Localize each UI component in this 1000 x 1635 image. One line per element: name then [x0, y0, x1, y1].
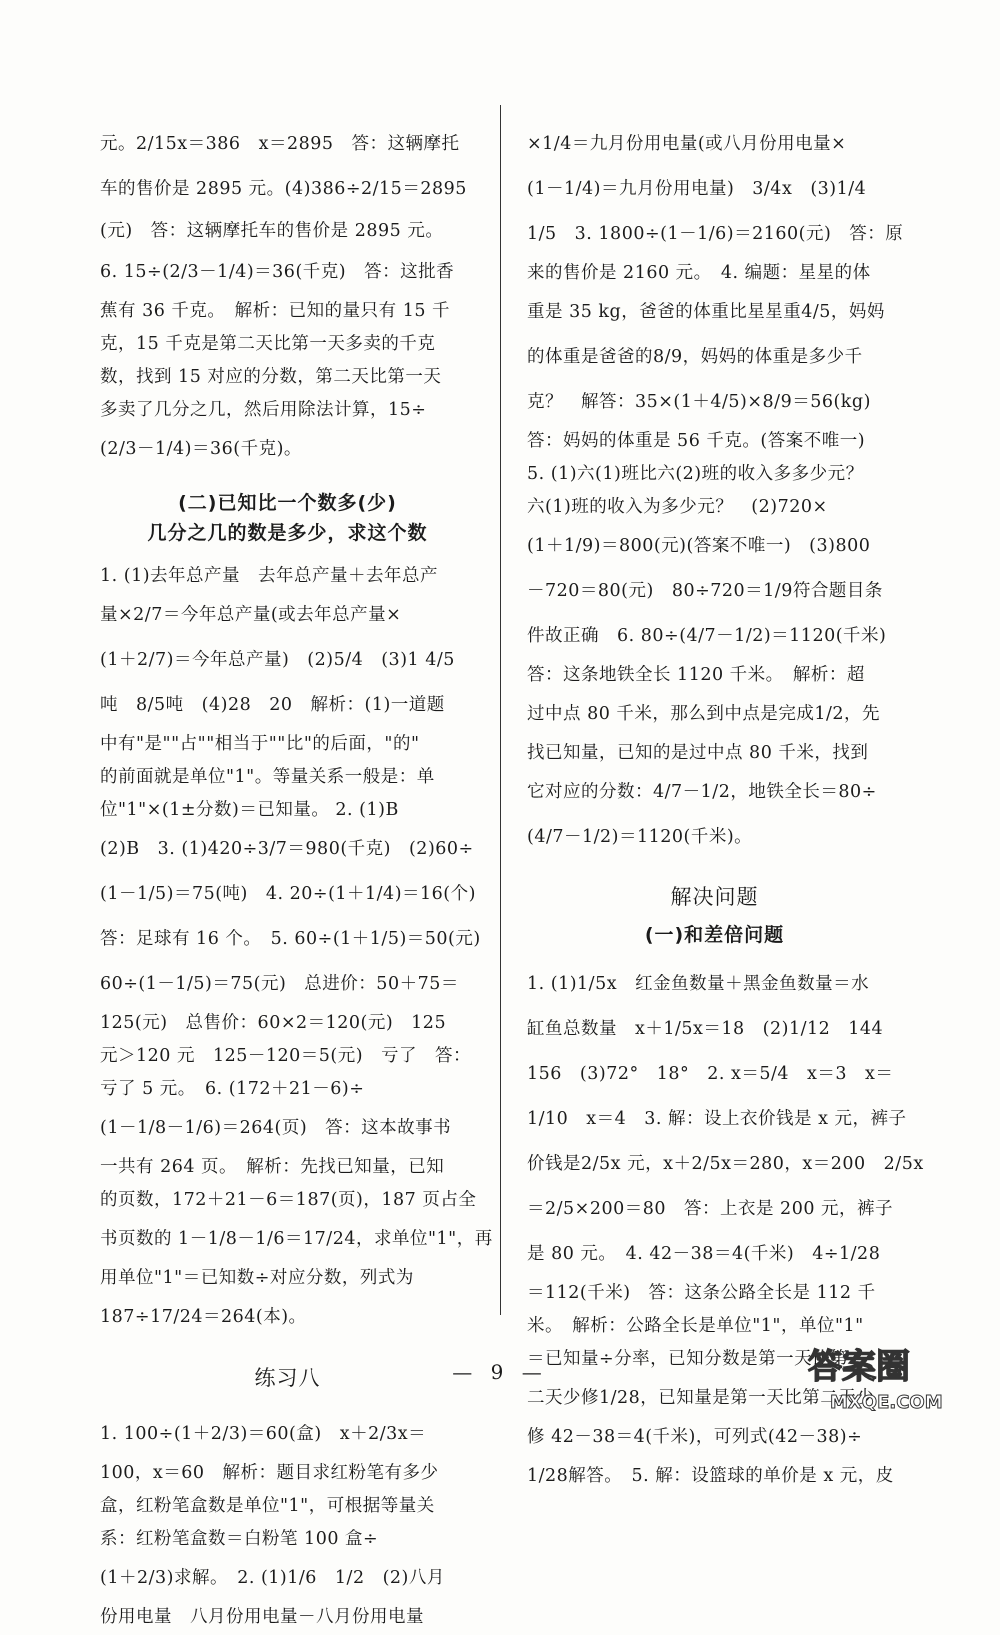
text-line: 的前面就是单位"1"。等量关系一般是：单 [100, 767, 435, 788]
text-line: 多卖了几分之几，然后用除法计算，15÷ [100, 400, 427, 421]
text-line: 克？ 解答：35×(1＋4/5)×8/9＝56(kg) [527, 391, 871, 412]
right-column [527, 122, 924, 1499]
text-line: 是 80 元。 4. 42－38＝4(千米) 4÷1/28 [527, 1243, 881, 1264]
text-line: (1－1/4)＝九月份用电量) 3/4x (3)1/4 [527, 178, 867, 199]
column-divider [500, 105, 501, 1315]
text-line: 1/5 3. 1800÷(1－1/6)＝2160(元) 答：原 [527, 223, 904, 244]
text-line: 187÷17/24＝264(本)。 [100, 1307, 307, 1328]
text-line: 答：妈妈的体重是 56 千克。(答案不唯一) [527, 430, 866, 451]
text-line: ×1/4＝九月份用电量(或八月份用电量× [527, 133, 847, 154]
text-line: 蕉有 36 千克。 解析：已知的量只有 15 千 [100, 301, 451, 322]
section-title: (二)已知比一个数多(少) [178, 492, 397, 514]
text-line: 书页数的 1－1/8－1/6＝17/24，求单位"1"，再 [100, 1229, 493, 1250]
text-line: 克，15 千克是第二天比第一天多卖的千克 [100, 334, 436, 355]
text-line: (元) 答：这辆摩托车的售价是 2895 元。 [100, 220, 444, 241]
text-line: 60÷(1－1/5)＝75(元) 总进价：50＋75＝ [100, 974, 459, 995]
watermark-text: 答案圈 [808, 1347, 910, 1387]
text-line: 修 42－38＝4(千米)，可列式(42－38)÷ [527, 1426, 863, 1447]
text-line: 系：红粉笔盒数＝白粉笔 100 盒÷ [100, 1529, 379, 1550]
text-line: 100，x＝60 解析：题目求红粉笔有多少 [100, 1463, 439, 1484]
text-line: 数，找到 15 对应的分数，第二天比第一天 [100, 367, 442, 388]
text-line: 价钱是2/5x 元，x＋2/5x＝280，x＝200 2/5x [527, 1153, 924, 1174]
left-column [100, 122, 493, 1635]
text-line: 5. (1)六(1)班比六(2)班的收入多多少元？ [527, 463, 864, 484]
text-line: 1. (1)1/5x 红金鱼数量＋黑金鱼数量＝水 [527, 973, 870, 994]
text-line: 答：这条地铁全长 1120 千米。 解析：超 [527, 664, 865, 685]
text-line: (1－1/8－1/6)＝264(页) 答：这本故事书 [100, 1118, 452, 1139]
text-line: 156 (3)72° 18° 2. x＝5/4 x＝3 x＝ [527, 1063, 894, 1084]
text-line: ＝已知量÷分率，已知分数是第一天比第 [527, 1348, 849, 1369]
text-line: －720＝80(元) 80÷720＝1/9符合题目条 [527, 580, 883, 601]
text-line: 的页数，172＋21－6＝187(页)，187 页占全 [100, 1190, 477, 1211]
text-line: 亏了 5 元。 6. (172＋21－6)÷ [100, 1079, 365, 1100]
exercise-title: 练习八 [254, 1365, 321, 1390]
text-line: ＝112(千米) 答：这条公路全长是 112 千 [527, 1282, 876, 1303]
text-line: 一共有 264 页。 解析：先找已知量，已知 [100, 1157, 445, 1178]
text-line: (1－1/5)＝75(吨) 4. 20÷(1＋1/4)＝16(个) [100, 884, 476, 905]
text-line: 6. 15÷(2/3－1/4)＝36(千克) 答：这批香 [100, 262, 455, 283]
text-line: (1＋1/9)＝800(元)(答案不唯一) (3)800 [527, 535, 871, 556]
text-line: 1. (1)去年总产量 去年总产量＋去年总产 [100, 566, 439, 587]
text-line: 车的售价是 2895 元。(4)386÷2/15＝2895 [100, 178, 467, 199]
text-line: 缸鱼总数量 x＋1/5x＝18 (2)1/12 144 [527, 1018, 884, 1039]
chapter-title: 解决问题 [670, 885, 759, 909]
text-line: 过中点 80 千米，那么到中点是完成1/2，先 [527, 703, 881, 724]
text-line: 二天少修1/28，已知量是第一天比第二天少 [527, 1387, 875, 1408]
text-line: 重是 35 kg，爸爸的体重比星星重4/5，妈妈 [527, 301, 885, 322]
text-line: 元＞120 元 125－120＝5(元) 亏了 答： [100, 1046, 472, 1067]
text-line: (1＋2/7)＝今年总产量) (2)5/4 (3)1 4/5 [100, 650, 455, 671]
text-line: 1/28解答。 5. 解：设篮球的单价是 x 元，皮 [527, 1465, 894, 1486]
text-line: 量×2/7＝今年总产量(或去年总产量× [100, 605, 402, 626]
text-line: (2)B 3. (1)420÷3/7＝980(千克) (2)60÷ [100, 839, 474, 860]
text-line: 找已知量，已知的是过中点 80 千米，找到 [527, 742, 869, 763]
text-line: 1/10 x＝4 3. 解：设上衣价钱是 x 元，裤子 [527, 1108, 907, 1129]
text-line: 1. 100÷(1＋2/3)＝60(盒) x＋2/3x＝ [100, 1424, 427, 1445]
text-line: 位"1"×(1±分数)＝已知量。 2. (1)B [100, 800, 399, 821]
text-line: ＝2/5×200＝80 答：上衣是 200 元，裤子 [527, 1198, 894, 1219]
page-number: — 9 — [452, 1360, 548, 1384]
watermark-logo [800, 1338, 970, 1418]
text-line: 的体重是爸爸的8/9，妈妈的体重是多少千 [527, 346, 863, 367]
section-title: (一)和差倍问题 [644, 923, 785, 946]
text-line: 盒，红粉笔盒数是单位"1"，可根据等量关 [100, 1496, 435, 1517]
text-line: 它对应的分数：4/7－1/2，地铁全长＝80÷ [527, 781, 877, 802]
text-line: 元。2/15x＝386 x＝2895 答：这辆摩托 [100, 133, 460, 154]
text-line: 125(元) 总售价：60×2＝120(元) 125 [100, 1013, 447, 1034]
text-line: (4/7－1/2)＝1120(千米)。 [527, 826, 753, 847]
text-line: 来的售价是 2160 元。 4. 编题：星星的体 [527, 262, 871, 283]
text-line: 六(1)班的收入为多少元？ (2)720× [527, 496, 828, 517]
text-line: 答：足球有 16 个。 5. 60÷(1＋1/5)＝50(元) [100, 929, 481, 950]
text-line: 份用电量 八月份用电量－八月份用电量 [100, 1607, 424, 1628]
text-line: 中有"是""占""相当于""比"的后面，"的" [100, 734, 420, 755]
text-line: (2/3－1/4)＝36(千克)。 [100, 439, 302, 460]
text-line: 吨 8/5吨 (4)28 20 解析：(1)一道题 [100, 695, 445, 716]
watermark-url: MXQE.COM [830, 1392, 943, 1413]
text-line: 用单位"1"＝已知数÷对应分数，列式为 [100, 1268, 414, 1289]
section-subtitle: 几分之几的数是多少，求这个数 [147, 522, 428, 544]
text-line: 件故正确 6. 80÷(4/7－1/2)＝1120(千米) [527, 625, 887, 646]
text-line: 米。 解析：公路全长是单位"1"，单位"1" [527, 1315, 864, 1336]
text-line: (1＋2/3)求解。 2. (1)1/6 1/2 (2)八月 [100, 1568, 445, 1589]
